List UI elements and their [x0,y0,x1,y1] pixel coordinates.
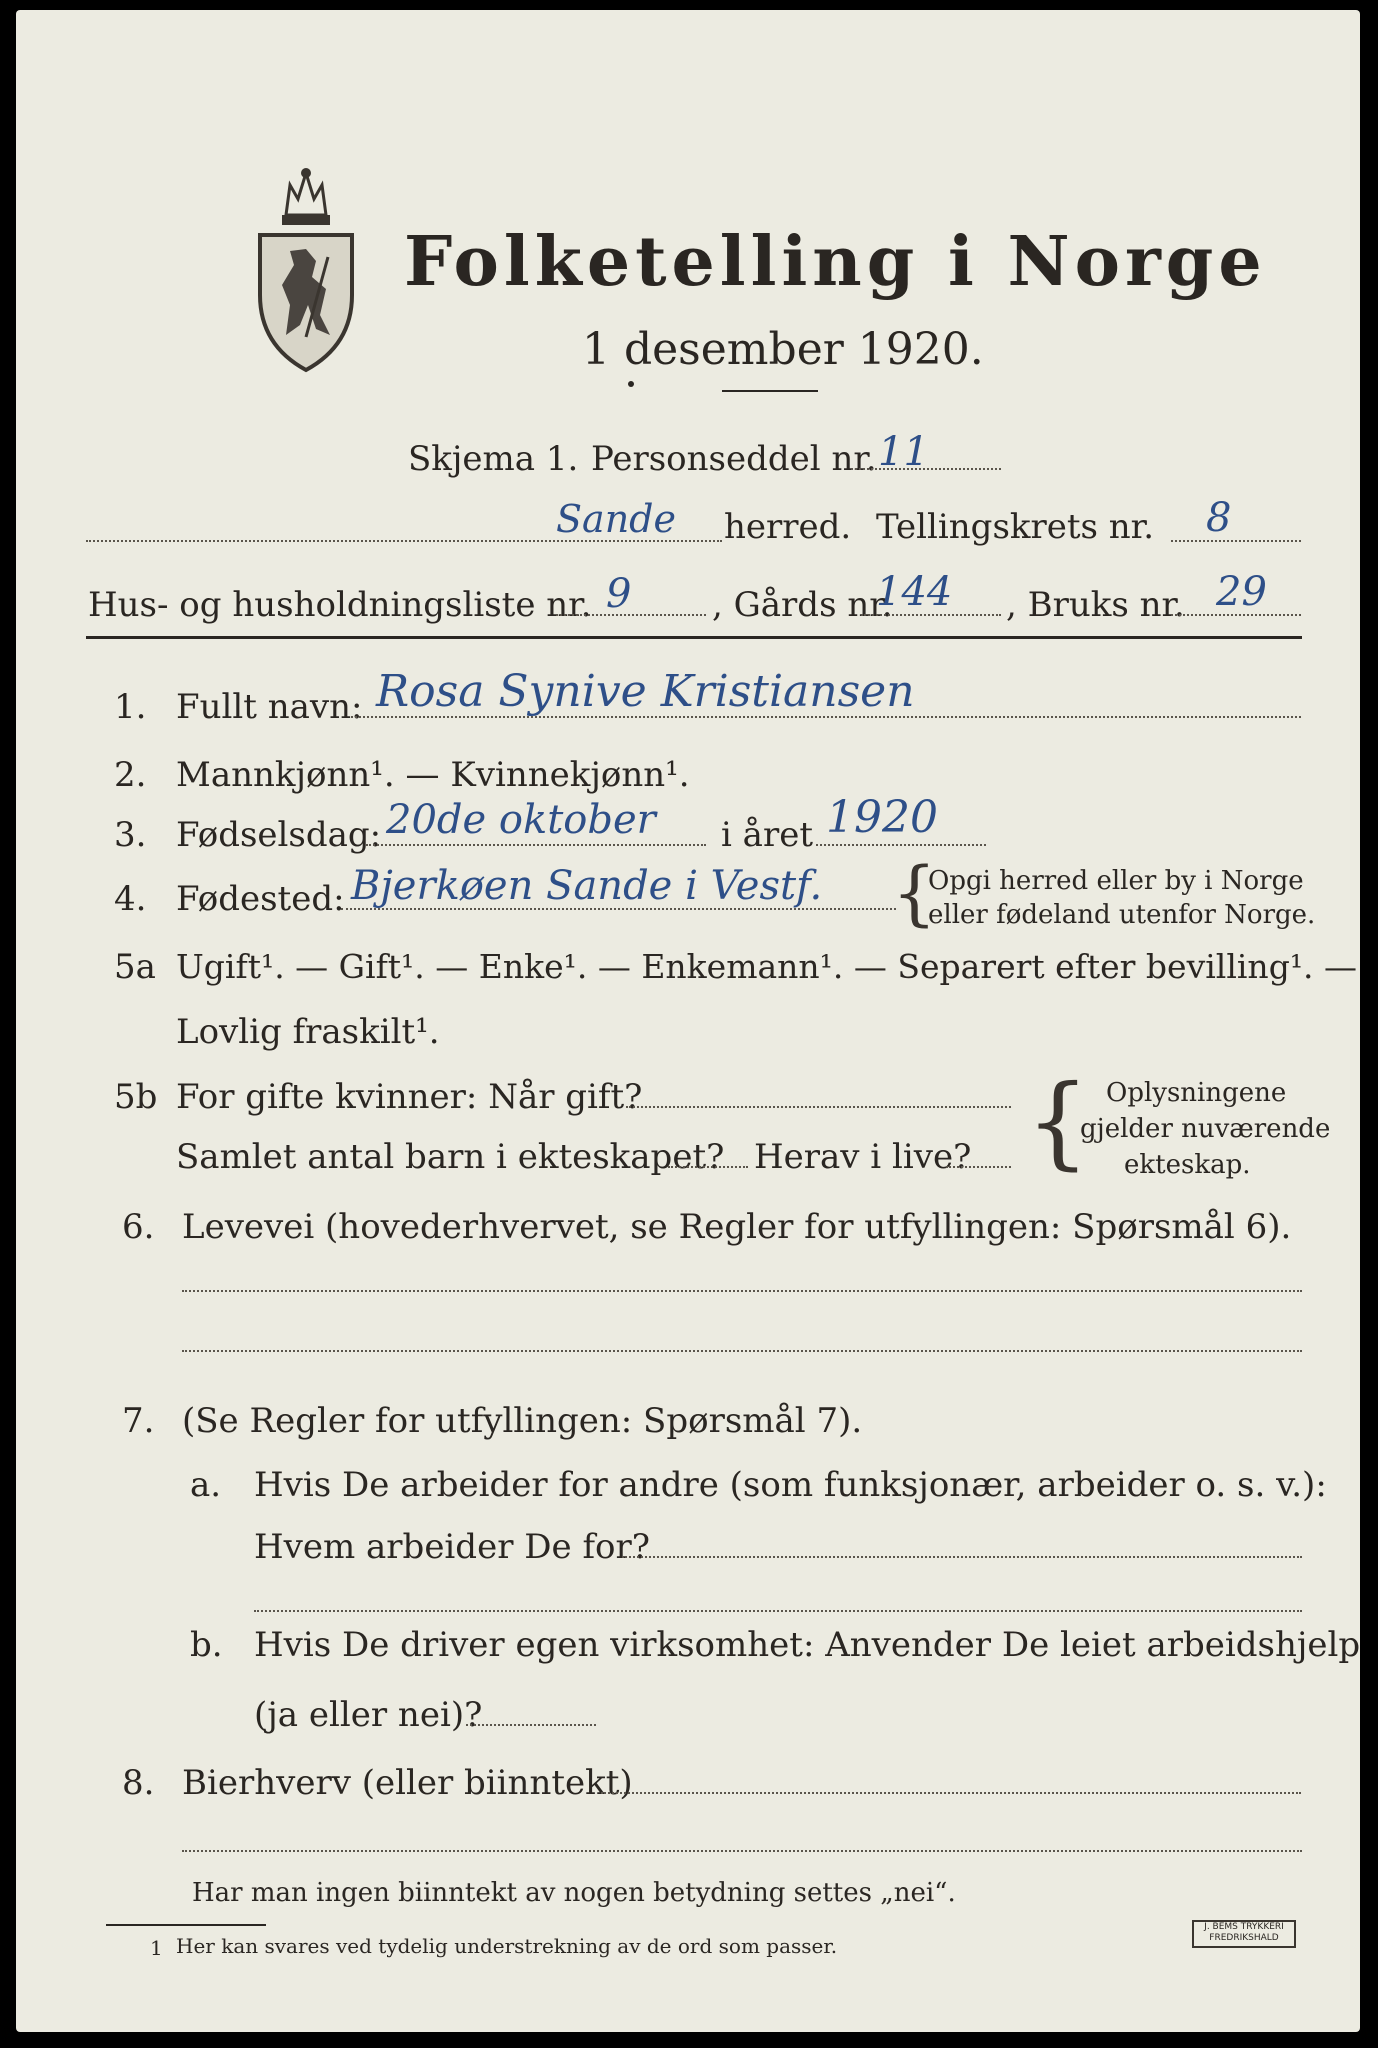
birthday-value: 20de oktober [386,797,656,843]
q7-label: (Se Regler for utfyllingen: Spørsmål 7). [182,1401,863,1441]
gender-options: Mannkjønn¹. — Kvinnekjønn¹. [176,755,690,795]
printer-stamp: J. BEMS TRYKKERI FREDRIKSHALD [1192,1920,1296,1948]
employer-label: Hvem arbeider De for? [254,1527,650,1567]
birthplace-value: Bjerkøen Sande i Vestf. [351,863,823,909]
personseddel-label: Personseddel nr. [591,439,877,479]
herred-label: herred. [724,507,852,547]
header-rule [86,636,1302,639]
coat-of-arms-icon [246,165,366,375]
gards-label: , Gårds nr. [712,585,893,625]
q7b-label: Hvis De driver egen virksomhet: Anvender De leiet arbeidshjelp [254,1625,1361,1665]
side-income-note: Har man ingen biinntekt av nogen betydning settes „nei“. [192,1878,956,1908]
census-form: Folketelling i Norge 1 desember 1920. Skjema 1. Personseddel nr. 11 Sande herred. Tellingskrets nr. 8 Hus- og husholdningsliste nr. 9 , Gårds nr. 144 , Bruks nr. 29 1. Fullt navn: Rosa Synive Kristiansen 2. Mannkjønn¹. — Kvinnekjønn¹. 3. Fødselsdag: 20de oktober i året 1920 4. Fødested: Bjerkøen Sande i Vestf. { Opgi herred eller by i Norge eller fødeland utenfor Norge. 5a Ugift¹. — Gift¹. — Enke¹. — Enkemann¹. — Separert efter bevilling¹. — Lovlig fraskilt¹. 5b For gifte kvinner: Når gift? Samlet antal barn i ekteskapet? Herav i live? { Oplysningene gjelder nuværende ekteskap. 6. Levevei (hovederhvervet, se Regler for utfyllingen: Spørsmål 6). 7. (Se Regler for utfyllingen: Spørsmål 7). a. Hvis De arbeider for andre (som funksjonær, arbeider o. s. v.): Hvem arbeider De for? b. Hvis De driver egen virksomhet: Anvender De leiet arbeidshjelp (ja eller nei)? 8. Bierhverv (eller biinntekt) Har man ingen biinntekt av nogen betydning settes „nei“. 1 Her kan svares ved tydelig understrekning av de ord som passer. J. BEMS TRYKKERI FREDRIKSHALD [16,10,1360,2032]
q7-number: 7. [122,1401,155,1441]
q8-number: 8. [122,1763,155,1803]
q1-label: Fullt navn: [176,687,363,727]
q7a-letter: a. [190,1465,222,1505]
marriage-note-3: ekteskap. [1124,1150,1251,1180]
marital-options: Ugift¹. — Gift¹. — Enke¹. — Enkemann¹. — Separert efter bevilling¹. — [176,947,1358,986]
q7b-letter: b. [190,1625,223,1665]
form-title: Folketelling i Norge [404,222,1267,302]
yes-no-label: (ja eller nei)? [254,1695,483,1735]
occupation-label: Levevei (hovederhvervet, se Regler for utfyllingen: Spørsmål 6). [182,1207,1292,1247]
krets-label: Tellingskrets nr. [876,507,1155,547]
q4-label: Fødested: [176,879,345,919]
side-income-label: Bierhverv (eller biinntekt) [182,1763,633,1803]
bullet-dot [628,381,634,387]
birthplace-note-1: Opgi herred eller by i Norge [928,866,1304,896]
alive-label: Herav i live? [754,1137,972,1177]
bruks-label: , Bruks nr. [1006,585,1185,625]
birthplace-note-2: eller fødeland utenfor Norge. [928,900,1316,930]
marital-options-2: Lovlig fraskilt¹. [176,1012,440,1052]
year-label: i året [721,815,813,855]
hus-label: Hus- og husholdningsliste nr. [88,585,592,625]
hus-value: 9 [606,571,632,617]
q2-number: 2. [114,755,147,795]
q3-number: 3. [114,815,147,855]
personseddel-value: 11 [878,429,929,475]
gards-value: 144 [876,569,953,615]
q6-number: 6. [122,1207,155,1247]
q1-number: 1. [114,687,147,727]
birth-year-value: 1920 [826,792,938,843]
marriage-note-2: gjelder nuværende [1080,1114,1331,1144]
krets-value: 8 [1206,495,1232,541]
q4-number: 4. [114,879,147,919]
q7a-label: Hvis De arbeider for andre (som funksjonær, arbeider o. s. v.): [254,1465,1327,1505]
marriage-note-1: Oplysningene [1106,1078,1287,1108]
title-rule [722,390,818,392]
footnote-text: Her kan svares ved tydelig understrekning av de ord som passer. [176,1934,838,1958]
children-label: Samlet antal barn i ekteskapet? [176,1137,725,1177]
full-name-value: Rosa Synive Kristiansen [376,666,915,717]
q5a-number: 5a [114,947,156,987]
q5b-number: 5b [114,1077,158,1117]
form-date: 1 desember 1920. [582,324,984,375]
q3-label: Fødselsdag: [176,815,382,855]
footnote-rule [106,1924,266,1926]
schema-label: Skjema 1. [408,439,579,479]
when-married-label: For gifte kvinner: Når gift? [176,1077,643,1117]
bruks-value: 29 [1216,569,1267,615]
footnote-mark: 1 [150,1936,163,1960]
herred-value: Sande [556,497,676,541]
